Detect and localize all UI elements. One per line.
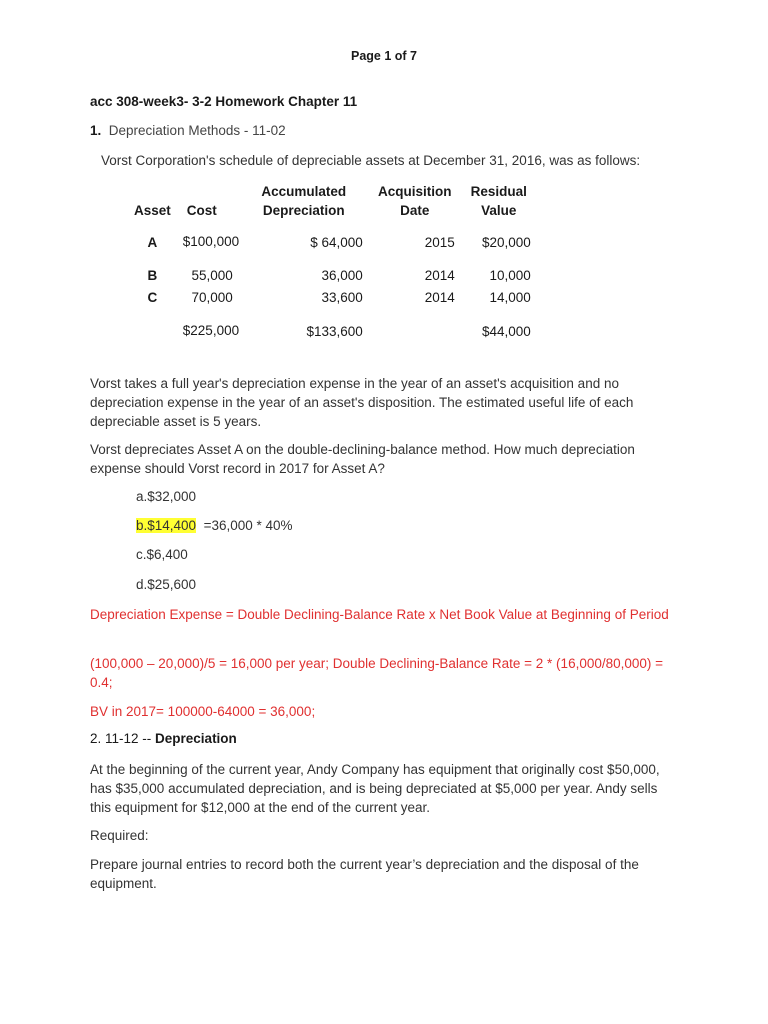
question-2-heading bbox=[90, 731, 237, 746]
cell-asset bbox=[128, 308, 177, 354]
cell-asset: C bbox=[147, 289, 158, 305]
solution-rate: (100,000 – 20,000)/5 = 16,000 per year; Double Declining-Balance Rate = 2 * (16,000/80,000) = 0.4; bbox=[90, 656, 664, 690]
page-header: Page 1 of 7 bbox=[351, 49, 417, 63]
col-asset: Asset bbox=[134, 203, 171, 218]
cell-asset: B bbox=[147, 267, 158, 283]
table-row bbox=[128, 220, 537, 264]
question-2-number: 2. 11-12 -- bbox=[90, 731, 156, 746]
question-1-number: 1. bbox=[90, 123, 102, 138]
cell-cost bbox=[177, 220, 239, 264]
col-acq-date: Acquisition Date bbox=[378, 184, 452, 218]
cell-residual: 14,000 bbox=[489, 289, 531, 305]
cell-accum: $ 64,000 bbox=[310, 234, 363, 250]
table-row bbox=[128, 308, 537, 354]
option-a: a.$32,000 bbox=[136, 489, 197, 504]
question-2-body: At the beginning of the current year, Andy Company has equipment that originally cost $50,000, has $35,000 accumulated depreciation, and is being depreciated at $5,000 per year. Andy sells this equipment for $12,000 at the end of the current year. bbox=[90, 762, 660, 815]
cell-accum: 33,600 bbox=[321, 289, 363, 305]
cell-date bbox=[369, 308, 461, 354]
cell-date: 2014 bbox=[424, 267, 455, 283]
solution-book-value: BV in 2017= 100000-64000 = 36,000; bbox=[90, 704, 316, 719]
col-cost: Cost bbox=[186, 203, 217, 218]
cell-asset: A bbox=[147, 234, 158, 250]
option-d: d.$25,600 bbox=[136, 577, 197, 592]
option-c: c.$6,400 bbox=[136, 547, 188, 562]
cell-residual: 10,000 bbox=[489, 267, 531, 283]
col-residual: Residual Value bbox=[470, 184, 527, 218]
question-1-heading bbox=[90, 123, 286, 138]
question-2-label: Depreciation bbox=[155, 731, 237, 746]
question-1-intro: Vorst Corporation's schedule of depreciable assets at December 31, 2016, was as follows: bbox=[101, 153, 641, 168]
question-1-paragraph-2: Vorst depreciates Asset A on the double-declining-balance method. How much depreciation expense should Vorst record in 2017 for Asset A? bbox=[90, 442, 635, 476]
question-1-paragraph-1: Vorst takes a full year's depreciation expense in the year of an asset's acquisition and no depreciation expense in the year of an asset's disposition. The estimated useful life of each depreciable asset is 5 years. bbox=[90, 376, 634, 429]
option-b bbox=[136, 518, 293, 533]
asset-schedule-table bbox=[128, 178, 537, 354]
cell-residual: $20,000 bbox=[481, 234, 531, 250]
solution-formula: Depreciation Expense = Double Declining-Balance Rate x Net Book Value at Beginning of Period bbox=[90, 607, 669, 622]
table-row bbox=[128, 264, 537, 286]
question-2-required: Required: bbox=[90, 828, 149, 843]
cell-cost-value: $225,000 bbox=[182, 323, 240, 338]
homework-title: acc 308-week3- 3-2 Homework Chapter 11 bbox=[90, 94, 358, 109]
col-accum-dep: Accumulated Depreciation bbox=[261, 184, 347, 218]
table-header-row bbox=[128, 178, 537, 220]
option-b-answer: b.$14,400 bbox=[136, 518, 197, 533]
cell-cost-value: $100,000 bbox=[182, 234, 240, 249]
option-b-note: =36,000 * 40% bbox=[203, 518, 293, 533]
cell-date: 2014 bbox=[424, 289, 455, 305]
cell-accum: $133,600 bbox=[306, 323, 363, 339]
question-1-label: Depreciation Methods - 11-02 bbox=[108, 123, 286, 138]
cell-accum: 36,000 bbox=[321, 267, 363, 283]
cell-cost bbox=[177, 308, 239, 354]
cell-residual: $44,000 bbox=[481, 323, 531, 339]
question-2-task: Prepare journal entries to record both the current year’s depreciation and the disposal of the equipment. bbox=[90, 857, 639, 891]
cell-cost: 70,000 bbox=[191, 289, 233, 305]
cell-cost: 55,000 bbox=[191, 267, 233, 283]
cell-date: 2015 bbox=[424, 234, 455, 250]
table-row bbox=[128, 286, 537, 308]
